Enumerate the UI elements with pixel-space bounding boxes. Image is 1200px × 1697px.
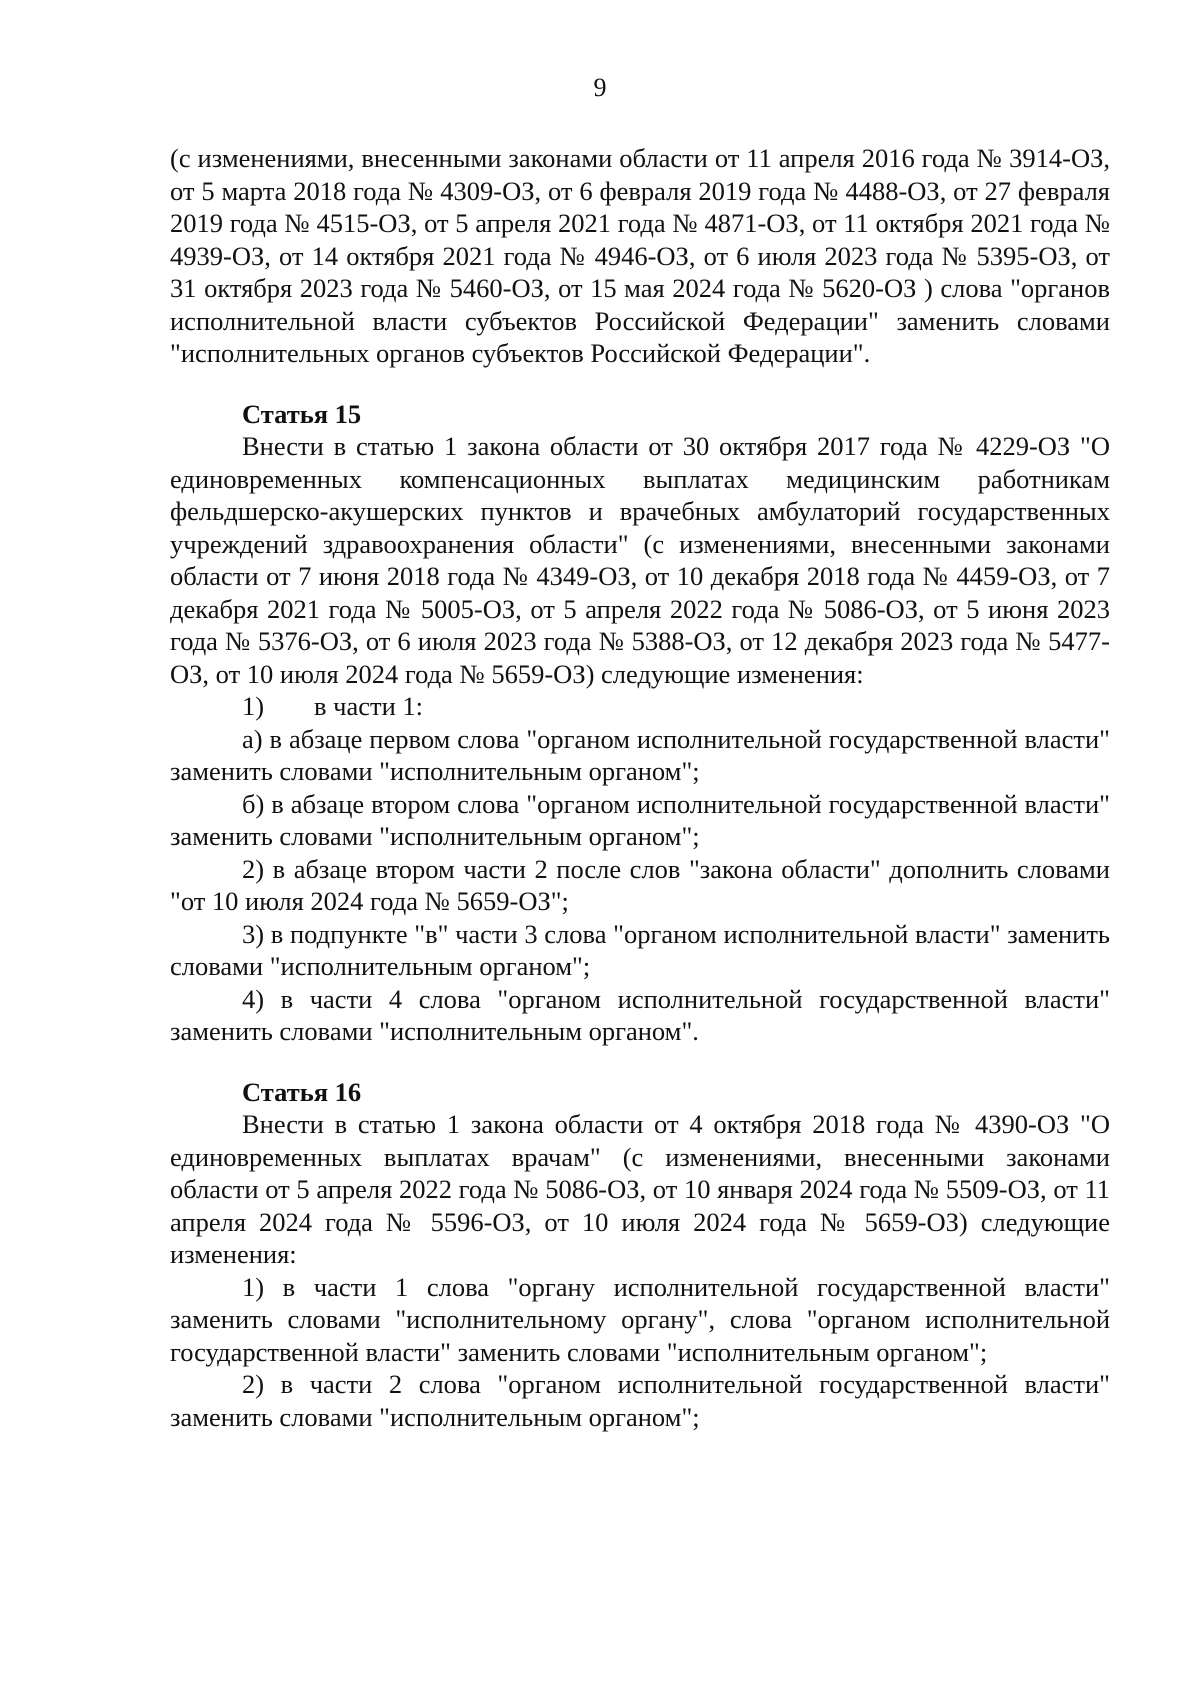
article-16-body: Внести в статью 1 закона области от 4 октября 2018 года № 4390-ОЗ "О единовременных выплатах врачам" (с изменениями, внесенными законами области от 5 апреля 2022 года № 5086-ОЗ, от 10 января 2024 года № 5509-ОЗ, от 11 апреля 2024 года № 5596-ОЗ, от 10 июля 2024 года № 5659-ОЗ) следующие изменения:	[170, 1109, 1110, 1269]
article-16-item-1: 1) в части 1 слова "органу исполнительной государственной власти" заменить словами "исполнительному органу", слова "органом исполнительной государственной власти" заменить словами "исполнительным органом";	[170, 1271, 1110, 1367]
article-15-item-2: 2) в абзаце втором части 2 после слов "закона области" дополнить словами "от 10 июля 2024 года № 5659-ОЗ";	[170, 853, 1110, 916]
article-15-body: Внести в статью 1 закона области от 30 октября 2017 года № 4229-ОЗ "О единовременных компенсационных выплатах медицинским работникам фельдшерско-акушерских пунктов и врачебных амбулаторий государственных учреждений здравоохранения области" (с изменениями, внесенными законами области от 7 июня 2018 года № 4349-ОЗ, от 10 декабря 2018 года № 4459-ОЗ, от 7 декабря 2021 года № 5005-ОЗ, от 5 апреля 2022 года № 5086-ОЗ, от 5 июня 2023 года № 5376-ОЗ, от 6 июля 2023 года № 5388-ОЗ, от 12 декабря 2023 года № 5477-ОЗ, от 10 июля 2024 года № 5659-ОЗ) следующие изменения:	[170, 431, 1110, 689]
page-number: 9	[593, 73, 607, 102]
article-15-item-1b: б) в абзаце втором слова "органом исполнительной государственной власти" заменить словами "исполнительным органом";	[170, 788, 1110, 851]
document-body	[170, 142, 1110, 1433]
article-15-item-1-number: 1)	[242, 691, 265, 721]
article-15-item-1-text: в части 1:	[314, 691, 423, 721]
article-15-item-4: 4) в части 4 слова "органом исполнительной государственной власти" заменить словами "исполнительным органом".	[170, 983, 1110, 1046]
article-15-item-1	[170, 690, 1110, 723]
article-15-heading: Статья 15	[242, 398, 362, 429]
intro-paragraph: (с изменениями, внесенными законами области от 11 апреля 2016 года № 3914-ОЗ, от 5 марта 2018 года № 4309-ОЗ, от 6 февраля 2019 года № 4488-ОЗ, от 27 февраля 2019 года № 4515-ОЗ, от 5 апреля 2021 года № 4871-ОЗ, от 11 октября 2021 года № 4939-ОЗ, от 14 октября 2021 года № 4946-ОЗ, от 6 июля 2023 года № 5395-ОЗ, от 31 октября 2023 года № 5460-ОЗ, от 15 мая 2024 года № 5620-ОЗ ) слова "органов исполнительной власти субъектов Российской Федерации" заменить словами "исполнительных органов субъектов Российской Федерации".	[170, 143, 1110, 368]
article-16-heading: Статья 16	[242, 1076, 362, 1107]
article-16-item-2: 2) в части 2 слова "органом исполнительной государственной власти" заменить словами "исполнительным органом";	[170, 1369, 1110, 1432]
article-15-item-3: 3) в подпункте "в" части 3 слова "органом исполнительной власти" заменить словами "исполнительным органом";	[170, 918, 1110, 981]
article-15-item-1a: а) в абзаце первом слова "органом исполнительной государственной власти" заменить словами "исполнительным органом";	[170, 723, 1110, 786]
